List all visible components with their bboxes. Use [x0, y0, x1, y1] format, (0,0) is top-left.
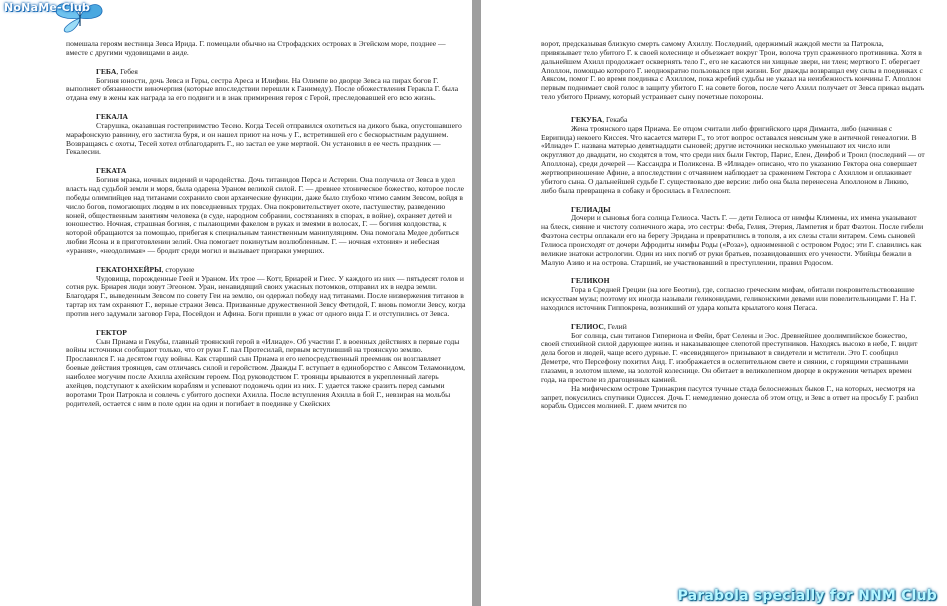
- entry-title: ГЕКАТА: [96, 166, 127, 176]
- entry-text: Бог солнца, сын титанов Гипериона и Фейи, брат Селены и Эос. Древнейшее доолимпийское божество, своей стихийной силой дарующее жизнь и наказывающее слепотой преступников. Находясь высоко в небе, Г. видит дела богов и людей, чаще всего дурные. Г. «всевидящего» призывают в свидетели и мстители. Это Г. сообщил Деметре, что Персефону похитил Аид. Г. изображается в ослепительном свете и сиянии, с горящими страшными глазами, в золотом шлеме, на золотой колеснице. Он обитает в великолепном дворце в окружении четырех времен года, на престоле из драгоценных камней.: [541, 330, 918, 384]
- entry-gelikon: [541, 277, 925, 312]
- entry-gektor: [66, 329, 466, 409]
- entry-title-suffix: , Гекаба: [602, 114, 628, 124]
- entry-text: Сын Приама и Гекубы, главный троянский герой в «Илиаде». Об участии Г. в военных действиях в первые годы войны источники сообщают только, что от руки Г. пал Протесилай, первым вступивший на троянскую землю. Прославился Г. на десятом году войны. Как старший сын Приама и его непосредственный преемник он возглавляет боевые действия троянцев, сам отличаясь силой и геройством. Дважды Г. вступает в единоборство с Аяксом Теламонидом, наиболее могучим после Ахилла ахейским героем. Под руководством Г. троянцы врываются в укрепленный лагерь ахейцев, подступают к ахейским кораблям и успевают подожечь один из них. Г. удается также сразить перед самыми воротами Трои Патрокла и совлечь с убитого доспехи Ахилла. После вступления Ахилла в бой Г., невзирая на мольбы родителей, остается с ним в поле один на один и погибает в поединке у Скейских: [66, 336, 466, 408]
- right-page-lead: ворот, предсказывая близкую смерть самому Ахиллу. Последний, одержимый жаждой мести за Патрокла, привязывает тело убитого Г. к своей колеснице и объезжает вокруг Трои, волоча труп сраженного противника. Хотя в дальнейшем Ахилл продолжает осквернять тело Г., его не касаются ни хищные звери, ни тлен; мертвого Г. оберегает Аполлон, помощью которого Г. неоднократно пользовался при жизни. Бог дважды возвращал ему силы в поединках с Аяксом, помог Г. во время поединка с Ахиллом, пока жребий судьбы не указал на неизбежность кончины Г. Аполлон первым поднимает свой голос в защиту убитого Г. на совете богов, после чего Ахилл получает от Зевса приказ выдать тело убитого Приаму, который устраивает сыну почетные похороны.: [541, 39, 925, 102]
- left-page-lead: помешала героям вестница Зевса Ирида. Г. помещали обычно на Строфадских островах в Эгейском море, позднее — вместе с другими чудовищами в аиде.: [66, 39, 446, 57]
- entry-title: ГЕЛИКОН: [571, 276, 610, 286]
- entry-text: Гора в Средней Греции (на юге Беотии), где, согласно греческим мифам, обитали покровительствовавшие искусствам музы; поэтому их иногда называли геликонидами, геликонскими девами или повелительницами Г. На Г. находился источник Гиппокрена, возникший от удара копыта крылатого коня Пегаса.: [541, 285, 917, 312]
- entry-text: Богиня мрака, ночных видений и чародейства. Дочь титанидов Перса и Астерии. Она получила от Зевса в удел власть над судьбой земли и моря, была одарена Ураном великой силой. Г. — древнее хтоническое божество, которое после победы олимпийцев над титанами сохранило свои архаические функции, даже было глубоко чтимо самим Зевсом, войдя в число богов, помогающих людям в их повседневных трудах. Она покровительствует охоте, пастушеству, разведению коней, общественным занятиям человека (в суде, народном собрании, состязаниях в спорах, в войне), охраняет детей и юношество. Ночная, страшная богиня, с пылающими факелом в руках и змеями в волосах, Г. — богиня колдовства, к которой обращаются за помощью, прибегая к специальным таинственным манипуляциям. Она помогала Медее добиться любви Ясона и в приготовлении зелий. Она помогает покинутым возлюбленным. Г. — ночная «хтония» и небесная «урания», «неодолимая» — бродит среди могил и вызывает призраки умерших.: [66, 175, 464, 255]
- entry-title: ГЕБА: [96, 66, 117, 76]
- entry-title: ГЕЛИАДЫ: [571, 204, 611, 214]
- entry-text: Чудовища, порожденные Геей и Ураном. Их трое — Котт, Бриарей и Гиес. У каждого из них — пятьдесят голов и сотня рук. Бриарея люди зовут Эгеоном. Уран, ненавидящий своих ужасных потомков, отправил их в недра земли. Благодаря Г., выведенным Зевсом по совету Геи на землю, он одержал победу над титанами. После низвержения титанов в тартар их там охраняют Г., верные стражи Зевса. Призванные дружественной Зевсу Фетидой, Г. вновь помогли Зевсу, когда против него задумали заговор Гера, Посейдон и Афина. Боги пришли в ужас от одного вида Г. и отступились от Зевса.: [66, 273, 466, 318]
- page-gutter: [472, 0, 481, 606]
- entry-gekuba: [541, 116, 925, 196]
- entry-title: ГЕЛИОС: [571, 321, 604, 331]
- entry-title-suffix: , Гебея: [116, 66, 138, 76]
- right-page: [481, 0, 947, 606]
- left-page: [0, 0, 472, 606]
- entry-title: ГЕКАТОНХЕЙРЫ: [96, 264, 162, 274]
- entry-title: ГЕКУБА: [571, 114, 603, 124]
- entry-text: Дочери и сыновья бога солнца Гелиоса. Часть Г. — дети Гелиоса от нимфы Климены, их имена указывают на блеск, сияние и чистоту солнечного жара, это сестры: Феба, Гелия, Этерия, Лампетия и брат Фаэтон. После гибели Фаэтона сестры оплакали его на берегу Эридана и превратились в тополя, а их слезы стали янтарем. Семь сыновей Гелиоса происходят от дочери Афродиты нимфы Роды («Роза»), одноименной с островом Родос; эти Г. славились как великие знатоки астрологии. Один из них погиб от руки братьев, позавидовавших его учености. Убийцы бежали в Малую Азию и на острова. Старший, не участвовавший в преступлении, правил Родосом.: [541, 213, 924, 267]
- watermark-logo: [0, 0, 120, 34]
- entry-title: ГЕКТОР: [96, 327, 127, 337]
- entry-text: Богиня юности, дочь Зевса и Геры, сестра Ареса и Илифии. На Олимпе во дворце Зевса на пирах богов Г. выполняет обязанности виночерпия (которые впоследствии перешли к Ганимеду). После обожествления Геракла Г. была отдана ему в жены как награда за его подвиги и в знак примирения героя с Герой, преследовавшей его всю жизнь.: [66, 75, 459, 103]
- entry-title-suffix: , сторукие: [161, 264, 195, 274]
- entry-text: Жена троянского царя Приама. Ее отцом считали либо фригийского царя Диманта, либо (начиная с Еврипида) некоего Киссея. Что касается матери Г., то этот вопрос оставался неясным уже в античной генеалогии. В «Илиаде» Г. названа матерью девятнадцати сыновей; другие источники несколько уменьшают их число или округляют до двадцати, но сходятся в том, что среди них были Гектор, Парис, Елен, Деифоб и Троил (последний — от Аполлона), среди дочерей — Кассандра и Поликсена. В «Илиаде» описано, что по указанию Гектора она совершает жертвоприношение Афине, а впоследствии с отчаянием наблюдает за сражением Гектора с Ахиллом и оплакивает убитого сына. О дальнейшей судьбе Г. существовало две версии: либо она была перенесена Аполлоном в Ликию, либо была превращена в собаку и бросилась в Геллеспонт.: [541, 123, 925, 195]
- entry-gekatonheiry: [66, 266, 466, 319]
- entry-geba: [66, 68, 466, 103]
- entry-gelios: [541, 323, 925, 411]
- entry-geliady: [541, 206, 925, 268]
- entry-title-suffix: , Гелий: [603, 321, 627, 331]
- entry-title: ГЕКАЛА: [96, 112, 129, 122]
- entry-gekala: [66, 113, 466, 157]
- entry-text: Старушка, оказавшая гостеприимство Тесею. Когда Тесей отправился охотиться на дикого быка, опустошавшего марафонскую равнину, его застигла буря, и он нашел приют на ночь у Г., встретившей его с бескорыстным радушием. Возвращаясь с охоты, Тесей хотел отблагодарить Г., но застал ее уже мертвой. Он установил в ее честь праздник — Гекалесии.: [66, 120, 462, 157]
- entry-gekata: [66, 167, 466, 255]
- entry-text-continued: На мифическом острове Тринакрия пасутся тучные стада белоснежных быков Г., на которых, несмотря на запрет, покусились спутники Одиссея. Дочь Г. немедленно донесла об этом отцу, и Зевс в ответ на просьбу Г. разбил корабль Одиссея молнией. Г. днем мчится по: [541, 383, 919, 411]
- watermark-bottom-text: Parabola specially for NNM Club: [677, 588, 937, 604]
- watermark-top-text: NoNaMe-Club: [4, 1, 91, 14]
